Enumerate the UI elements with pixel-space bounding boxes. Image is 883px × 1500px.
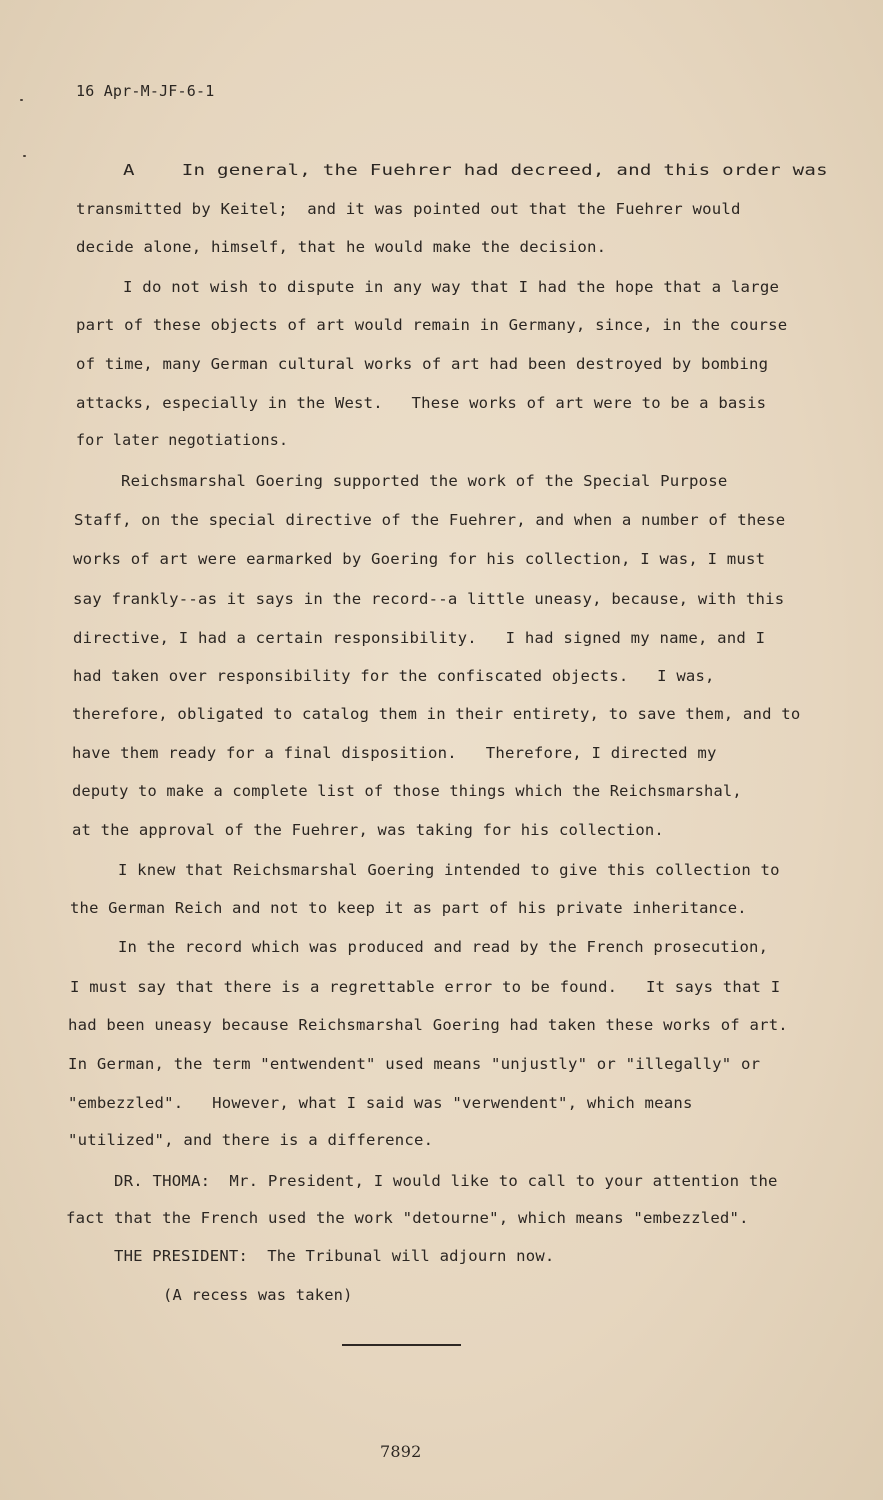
text-line: Reichsmarshal Goering supported the work of the Special Purpose [121,472,728,490]
text-line: have them ready for a final disposition. Therefore, I directed my [72,744,717,762]
text-line: had taken over responsibility for the confiscated objects. I was, [73,667,715,685]
text-line: for later negotiations. [76,431,289,449]
text-line: the German Reich and not to keep it as part of his private inheritance. [70,899,747,917]
text-line: "utilized", and there is a difference. [68,1131,434,1149]
text-line: transmitted by Keitel; and it was pointed out that the Fuehrer would [76,200,741,218]
text-line: deputy to make a complete list of those things which the Reichsmarshal, [72,782,742,800]
text-line: therefore, obligated to catalog them in their entirety, to save them, and to [72,705,801,723]
text-line: part of these objects of art would remain in Germany, since, in the course [76,316,788,334]
text-line: fact that the French used the work "detourne", which means "embezzled". [66,1209,749,1227]
text-line: A In general, the Fuehrer had decreed, and this order was [123,161,828,179]
text-line: say frankly--as it says in the record--a little uneasy, because, with this [73,590,785,608]
text-line: works of art were earmarked by Goering for his collection, I was, I must [73,550,766,568]
text-line: DR. THOMA: Mr. President, I would like to call to your attention the [114,1172,778,1190]
text-line: (A recess was taken) [163,1286,353,1304]
text-line: of time, many German cultural works of art had been destroyed by bombing [76,355,769,373]
page-header: 16 Apr-M-JF-6-1 [76,82,215,100]
text-line: had been uneasy because Reichsmarshal Goering had taken these works of art. [68,1016,788,1034]
text-line: I must say that there is a regrettable error to be found. It says that I [70,978,781,996]
text-line: decide alone, himself, that he would make the decision. [76,238,607,256]
text-line: I knew that Reichsmarshal Goering intended to give this collection to [118,861,780,879]
text-line: In the record which was produced and read by the French prosecution, [118,938,769,956]
end-rule [342,1344,461,1346]
text-line: THE PRESIDENT: The Tribunal will adjourn now. [114,1247,555,1265]
text-line: In German, the term "entwendent" used means "unjustly" or "illegally" or [68,1055,761,1073]
page-number: 7892 [380,1442,422,1461]
text-line: I do not wish to dispute in any way that I had the hope that a large [123,278,780,296]
text-line: at the approval of the Fuehrer, was taking for his collection. [72,821,664,839]
margin-speck [23,155,26,157]
text-line: "embezzled". However, what I said was "verwendent", which means [68,1094,693,1112]
text-line: attacks, especially in the West. These works of art were to be a basis [76,394,767,412]
margin-speck [20,99,23,101]
text-line: directive, I had a certain responsibility. I had signed my name, and I [73,629,766,647]
text-line: Staff, on the special directive of the Fuehrer, and when a number of these [74,511,786,529]
